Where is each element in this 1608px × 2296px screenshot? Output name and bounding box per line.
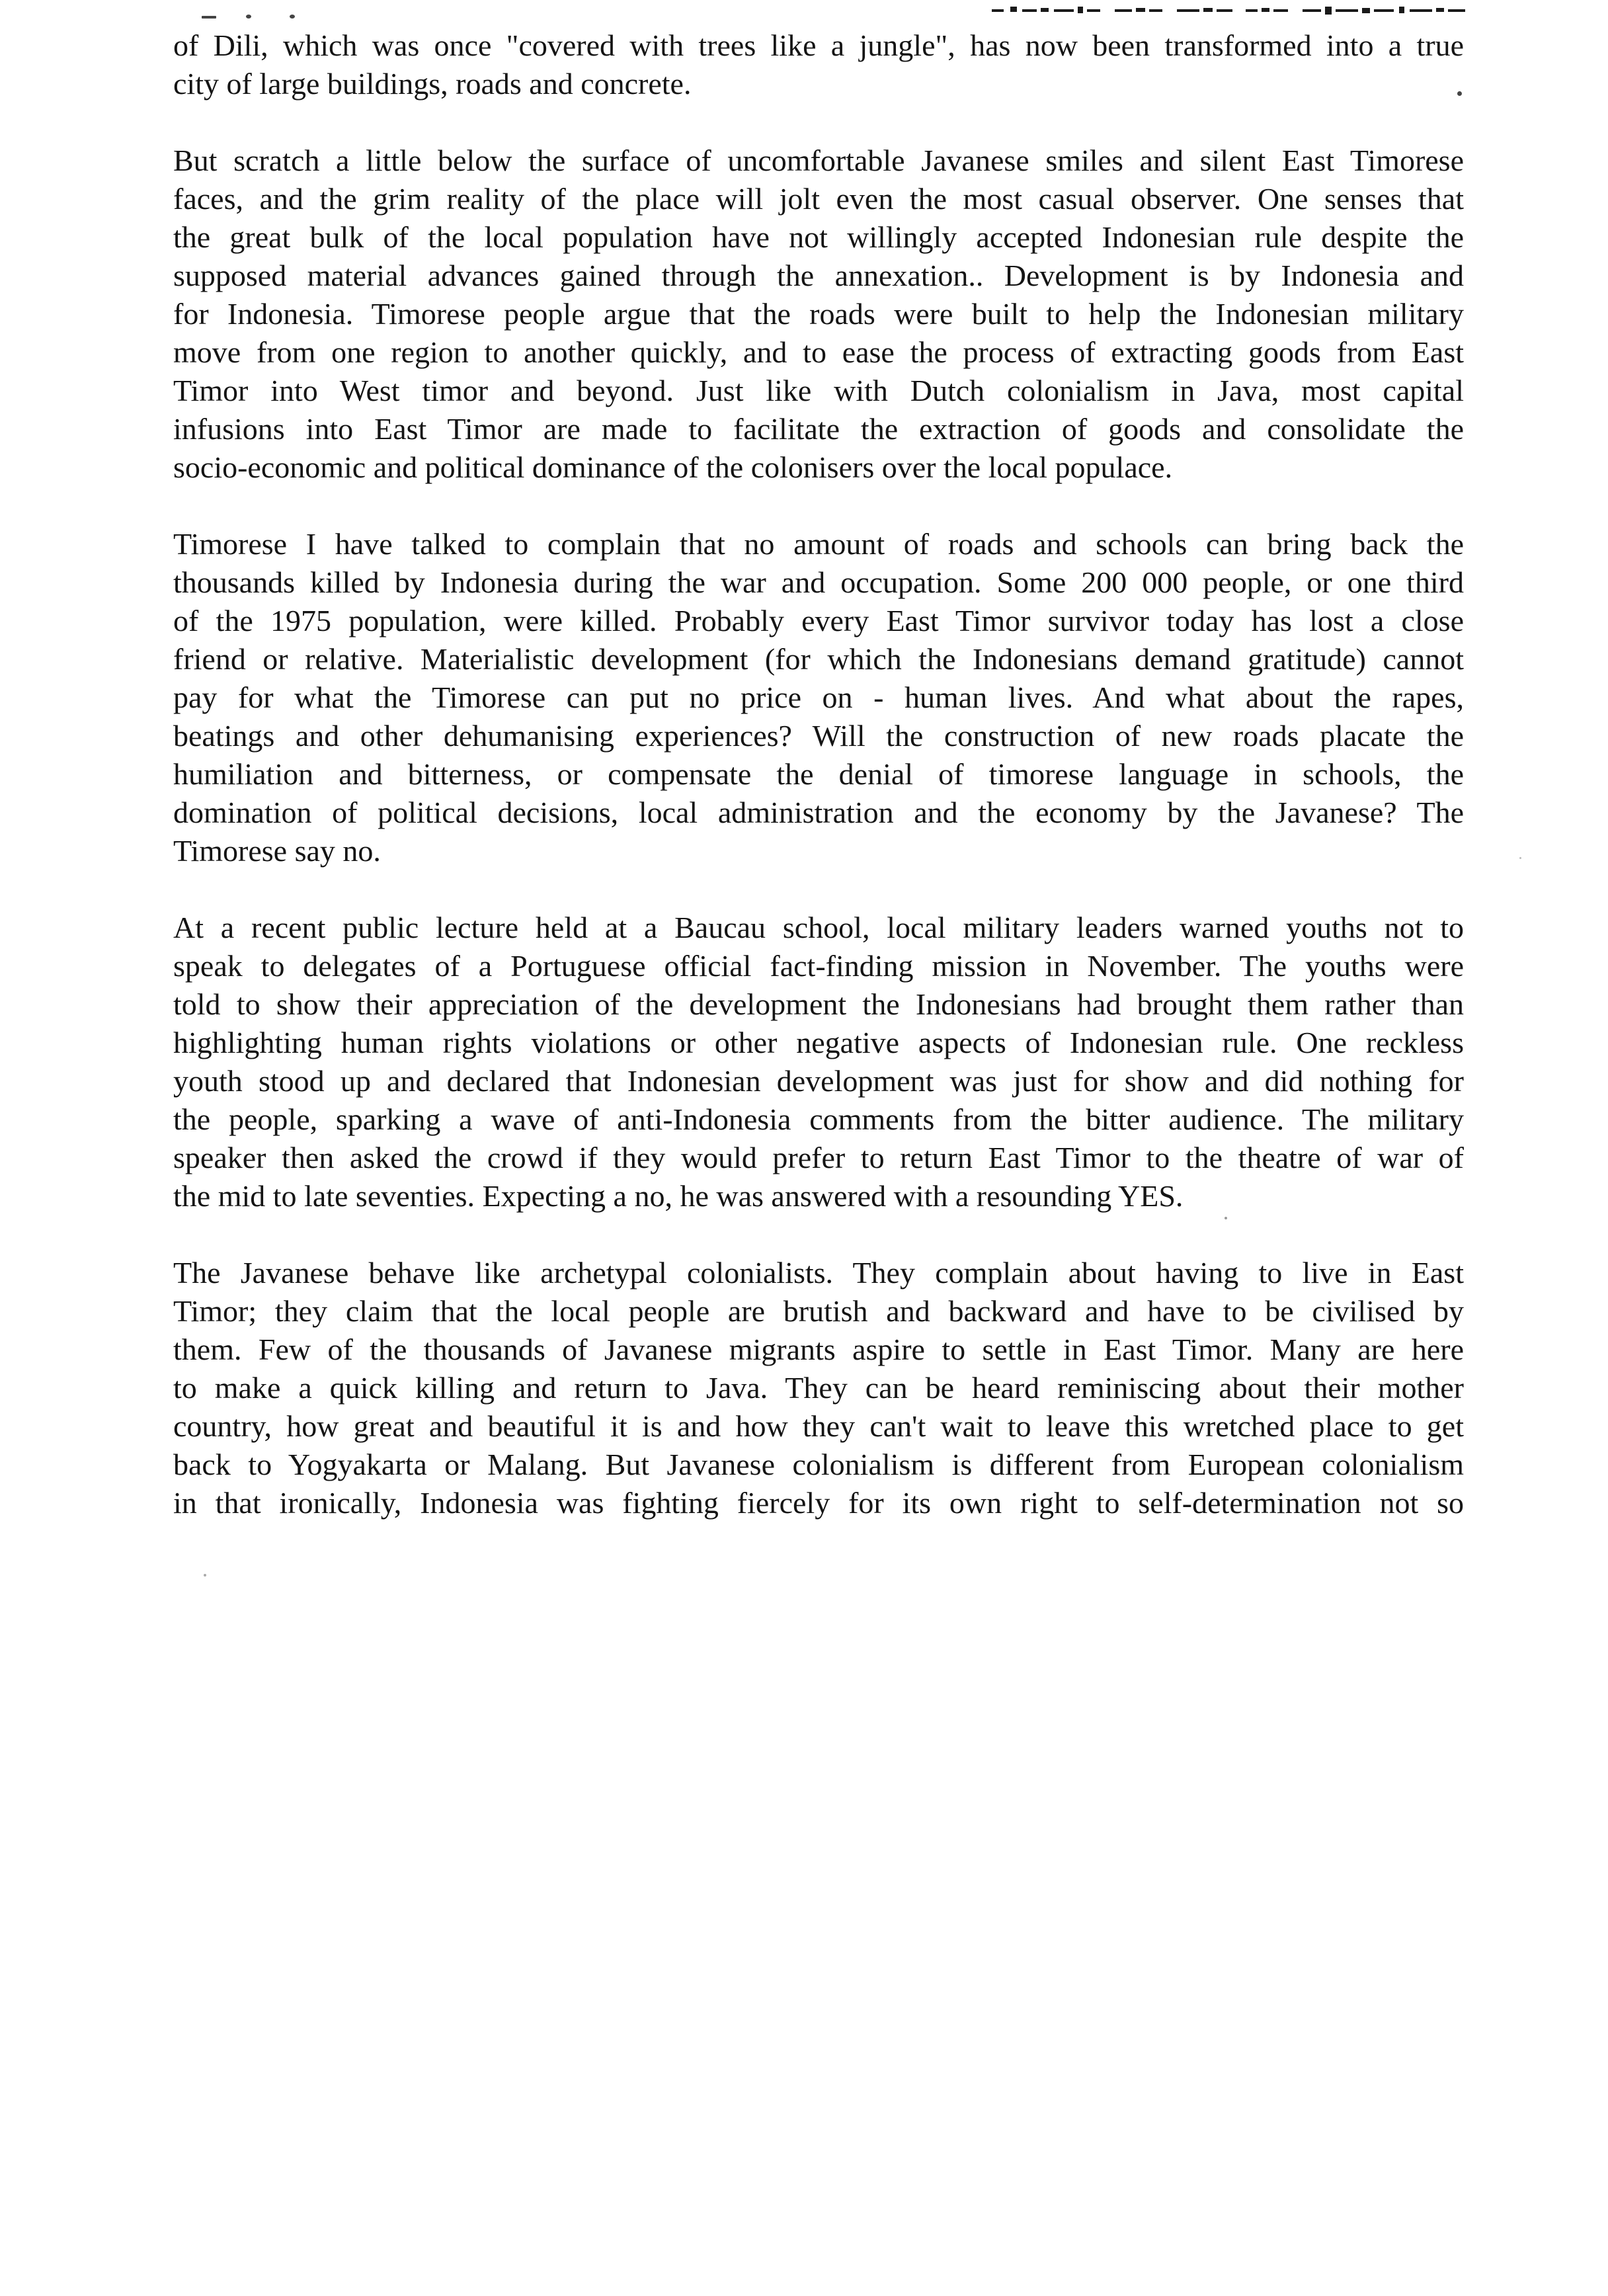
text-line: country, how great and beautiful it is and how they can't wait to leave this wretched place to get	[173, 1409, 1464, 1443]
text-line: At a recent public lecture held at a Baucau school, local military leaders warned youths not to	[173, 911, 1464, 944]
text-line: city of large buildings, roads and concrete.	[173, 67, 692, 101]
scan-mark	[202, 16, 216, 19]
text-line: domination of political decisions, local administration and the economy by the Javanese? The	[173, 796, 1464, 829]
text-line: the mid to late seventies. Expecting a no, he was answered with a resounding YES.	[173, 1179, 1184, 1213]
text-line: move from one region to another quickly, and to ease the process of extracting goods from East	[173, 335, 1464, 369]
text-line: of Dili, which was once "covered with trees like a jungle", has now been transformed into a true	[173, 28, 1464, 62]
paragraph-javanese-colonialists	[173, 1254, 1464, 1522]
article-body	[173, 26, 1464, 1522]
text-line: pay for what the Timorese can put no price on - human lives. And what about the rapes,	[173, 680, 1464, 714]
clipped-top-line	[992, 0, 1468, 22]
text-line: beatings and other dehumanising experiences? Will the construction of new roads placate the	[173, 719, 1464, 753]
text-line: youth stood up and declared that Indonesian development was just for show and did nothing for	[173, 1064, 1464, 1098]
scan-mark	[290, 15, 295, 19]
text-line: faces, and the grim reality of the place will jolt even the most casual observer. One senses that	[173, 182, 1464, 216]
text-line: infusions into East Timor are made to facilitate the extraction of goods and consolidate the	[173, 412, 1464, 446]
text-line: highlighting human rights violations or other negative aspects of Indonesian rule. One reckless	[173, 1026, 1464, 1059]
text-line: But scratch a little below the surface of uncomfortable Javanese smiles and silent East Timorese	[173, 144, 1464, 177]
paragraph-baucau-lecture	[173, 909, 1464, 1215]
scan-speck	[1457, 91, 1462, 96]
paragraph-human-cost	[173, 525, 1464, 870]
scan-mark	[246, 15, 251, 19]
text-line: speaker then asked the crowd if they would prefer to return East Timor to the theatre of war of	[173, 1141, 1464, 1174]
text-line: Timor into West timor and beyond. Just like with Dutch colonialism in Java, most capital	[173, 374, 1464, 407]
scan-speck	[204, 1574, 206, 1577]
text-line: Timor; they claim that the local people are brutish and backward and have to be civilised by	[173, 1294, 1464, 1328]
paragraph-development	[173, 142, 1464, 487]
scan-speck	[1225, 1217, 1227, 1219]
text-line: the great bulk of the local population have not willingly accepted Indonesian rule despite the	[173, 220, 1464, 254]
text-line: back to Yogyakarta or Malang. But Javanese colonialism is different from European colonialism	[173, 1448, 1464, 1481]
text-line: supposed material advances gained through the annexation.. Development is by Indonesia and	[173, 259, 1464, 292]
text-line: socio-economic and political dominance of the colonisers over the local populace.	[173, 450, 1173, 484]
text-line: The Javanese behave like archetypal colonialists. They complain about having to live in East	[173, 1256, 1464, 1290]
scan-speck	[1519, 857, 1521, 859]
text-line: for Indonesia. Timorese people argue that the roads were built to help the Indonesian military	[173, 297, 1464, 331]
text-line: Timorese say no.	[173, 834, 381, 868]
text-line: friend or relative. Materialistic development (for which the Indonesians demand gratitude) cannot	[173, 642, 1464, 676]
text-line: thousands killed by Indonesia during the war and occupation. Some 200 000 people, or one third	[173, 565, 1464, 599]
text-line: Timorese I have talked to complain that no amount of roads and schools can bring back the	[173, 527, 1464, 561]
text-line: of the 1975 population, were killed. Probably every East Timor survivor today has lost a close	[173, 604, 1464, 637]
paragraph-dili	[173, 26, 1464, 103]
text-line: humiliation and bitterness, or compensate the denial of timorese language in schools, the	[173, 757, 1464, 791]
text-line: told to show their appreciation of the development the Indonesians had brought them rather than	[173, 987, 1464, 1021]
text-line: to make a quick killing and return to Java. They can be heard reminiscing about their mother	[173, 1371, 1464, 1405]
text-line: speak to delegates of a Portuguese official fact-finding mission in November. The youths were	[173, 949, 1464, 983]
text-line: the people, sparking a wave of anti-Indonesia comments from the bitter audience. The military	[173, 1102, 1464, 1136]
text-line: them. Few of the thousands of Javanese migrants aspire to settle in East Timor. Many are here	[173, 1332, 1464, 1366]
text-line: in that ironically, Indonesia was fighting fiercely for its own right to self-determination not so	[173, 1486, 1464, 1520]
